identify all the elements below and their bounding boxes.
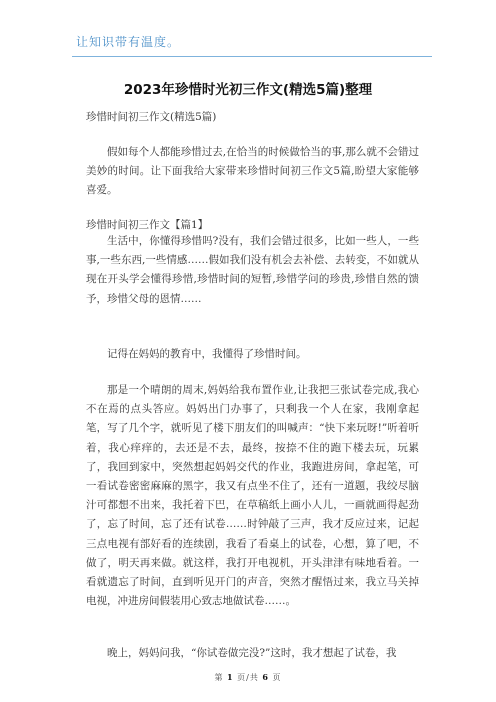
footer-page-number: 1: [227, 672, 234, 682]
paragraph-4: 晚上，妈妈问我，“你试卷做完没?”这时，我才想起了试卷，我: [107, 647, 397, 659]
paragraph-1: 生活中，你懂得珍惜吗?没有，我们会错过很多，比如一些人，一些事,一些东西,一些情感……假如我们没有机会去补偿、去转变，不如就从现在开头学会懂得珍惜,珍惜时间的短暂,珍惜学问的珍贵,珍惜自然的馈予，珍惜父母的恩情……: [86, 235, 419, 305]
footer-page-total: 6: [262, 672, 269, 682]
footer-prefix: 第: [214, 673, 224, 682]
footer-middle: 页/共: [237, 673, 259, 682]
section-heading: 珍惜时间初三作文【篇1】: [86, 219, 209, 231]
document-subtitle: 珍惜时间初三作文(精选5篇): [86, 111, 217, 123]
header-divider: [72, 56, 432, 57]
page-footer: [0, 672, 496, 683]
footer-suffix: 页: [272, 673, 282, 682]
paragraph-3: 那是一个晴朗的周末,妈妈给我布置作业,让我把三张试卷完成,我心不在焉的点头答应。妈妈出门办事了，只剩我一个人在家，我刚拿起笔，写了几个字，就听见了楼下朋友们的叫喊声：“快下来玩呀!”听着听着，我心痒痒的，去还是不去，最终，按捺不住的跑下楼去玩，玩累了，我回到家中，突然想起妈妈交代的作业，我跑进房间，拿起笔，可一看试卷密密麻麻的黑字，我又有点坐不住了，还有一道题，我绞尽脑汁可都想不出来，我托着下巴，在草稿纸上画小人儿，一画就画得起劲了，忘了时间，忘了还有试卷……时钟敲了三声，我才反应过来，记起三点电视有部好看的连续剧，我看了看桌上的试卷，心想，算了吧，不做了，明天再来做。就这样，我打开电视机，开头津津有味地看着。一看就遗忘了时间，直到听见开门的声音，突然才醒悟过来，我立马关掉电视，冲进房间假装用心致志地做试卷……。: [86, 384, 419, 608]
header-slogan: 让知识带有温度。: [76, 35, 181, 49]
document-title: 2023年珍惜时光初三作文(精选5篇)整理: [123, 82, 373, 98]
intro-paragraph: 假如每个人都能珍惜过去,在恰当的时候做恰当的事,那么就不会错过美妙的时间。让下面我给大家带来珍惜时间初三作文5篇,盼望大家能够喜爱。: [86, 146, 419, 197]
paragraph-2: 记得在妈妈的教育中，我懂得了珍惜时间。: [107, 348, 307, 360]
